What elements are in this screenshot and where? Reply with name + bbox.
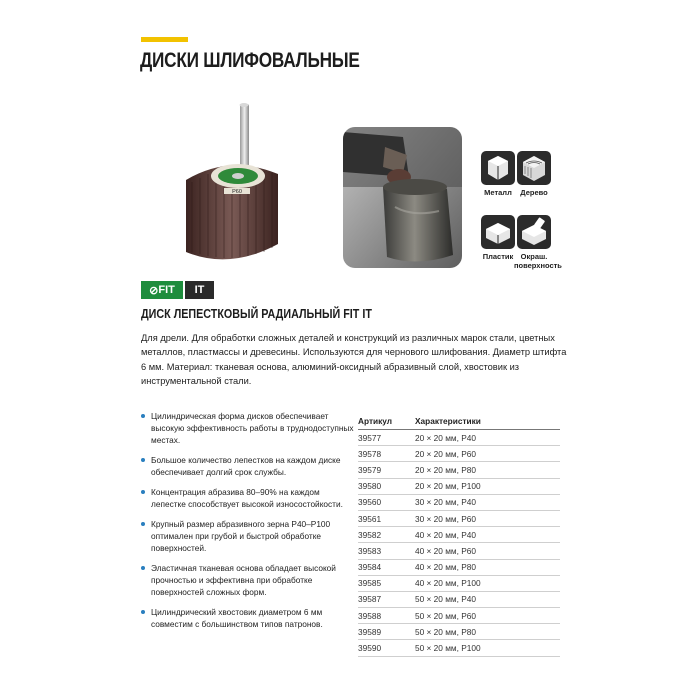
table-row: 39582 40 × 20 мм, P40 [358, 527, 560, 543]
feature-list [141, 410, 356, 638]
column-header-article: Артикул [358, 414, 415, 430]
material-metal: Металл [478, 150, 518, 197]
material-plastic: Пластик [478, 214, 518, 261]
bullet-icon [141, 490, 145, 494]
application-photo [343, 127, 462, 268]
list-item: Цилиндрическая форма дисков обеспечивает высокую эффективность работы в труднодоступных местах. [141, 410, 356, 447]
list-item: Большое количество лепестков на каждом диске обеспечивает долгий срок службы. [141, 454, 356, 478]
table-row: 39585 40 × 20 мм, P100 [358, 575, 560, 591]
flap-disc-image [178, 102, 282, 274]
product-description: Для дрели. Для обработки сложных деталей и конструкций из различных марок стали, цветных металлов, пластмассы и древесины. Используются для чернового шлифования. Диаметр штифта 6 мм. Материал: тканевая основа, алюминий-оксидный абразивный слой, хвостовик из инструментальной стали. [141, 333, 567, 387]
column-header-specs: Характеристики [415, 414, 560, 430]
table-row: 39589 50 × 20 мм, P80 [358, 624, 560, 640]
page-title: ДИСКИ ШЛИФОВАЛЬНЫЕ [140, 49, 360, 72]
table-row: 39584 40 × 20 мм, P80 [358, 559, 560, 575]
bullet-icon [141, 414, 145, 418]
metal-icon [480, 150, 516, 186]
bullet-icon [141, 458, 145, 462]
table-row: 39561 30 × 20 мм, P60 [358, 510, 560, 526]
bullet-icon [141, 522, 145, 526]
spec-table [358, 414, 560, 657]
product-title: ДИСК ЛЕПЕСТКОВЫЙ РАДИАЛЬНЫЙ FIT IT [141, 307, 372, 321]
bullet-icon [141, 610, 145, 614]
table-row: 39590 50 × 20 мм, P100 [358, 640, 560, 656]
table-row: 39588 50 × 20 мм, P60 [358, 608, 560, 624]
table-row: 39579 20 × 20 мм, P80 [358, 462, 560, 478]
accent-bar [141, 37, 188, 42]
bullet-icon [141, 566, 145, 570]
plastic-icon [480, 214, 516, 250]
table-row: 39578 20 × 20 мм, P60 [358, 446, 560, 462]
table-row: 39560 30 × 20 мм, P40 [358, 494, 560, 510]
painted-surface-icon [516, 214, 552, 250]
table-row: 39587 50 × 20 мм, P40 [358, 591, 560, 607]
material-wood: Дерево [514, 150, 554, 197]
table-row: 39577 20 × 20 мм, P40 [358, 430, 560, 446]
it-badge: IT [185, 281, 214, 299]
table-row: 39583 40 × 20 мм, P60 [358, 543, 560, 559]
table-row: 39580 20 × 20 мм, P100 [358, 478, 560, 494]
list-item: Крупный размер абразивного зерна P40–P100 оптимален при грубой и быстрой обработке поверхностей. [141, 518, 356, 555]
list-item: Эластичная тканевая основа обладает высокой прочностью и эффективна при обработке поверхностей сложных форм. [141, 562, 356, 599]
fit-logo: ⊘ FIT [141, 281, 183, 299]
brand-badge [141, 281, 214, 299]
list-item: Цилиндрический хвостовик диаметром 6 мм совместим с большинством типов патронов. [141, 606, 356, 630]
grit-label: P60 [232, 189, 242, 195]
material-painted: Окраш. поверхность [514, 214, 554, 270]
list-item: Концентрация абразива 80–90% на каждом лепестке способствует высокой износостойкости. [141, 486, 356, 510]
table-header-row [358, 414, 560, 430]
wood-icon [516, 150, 552, 186]
